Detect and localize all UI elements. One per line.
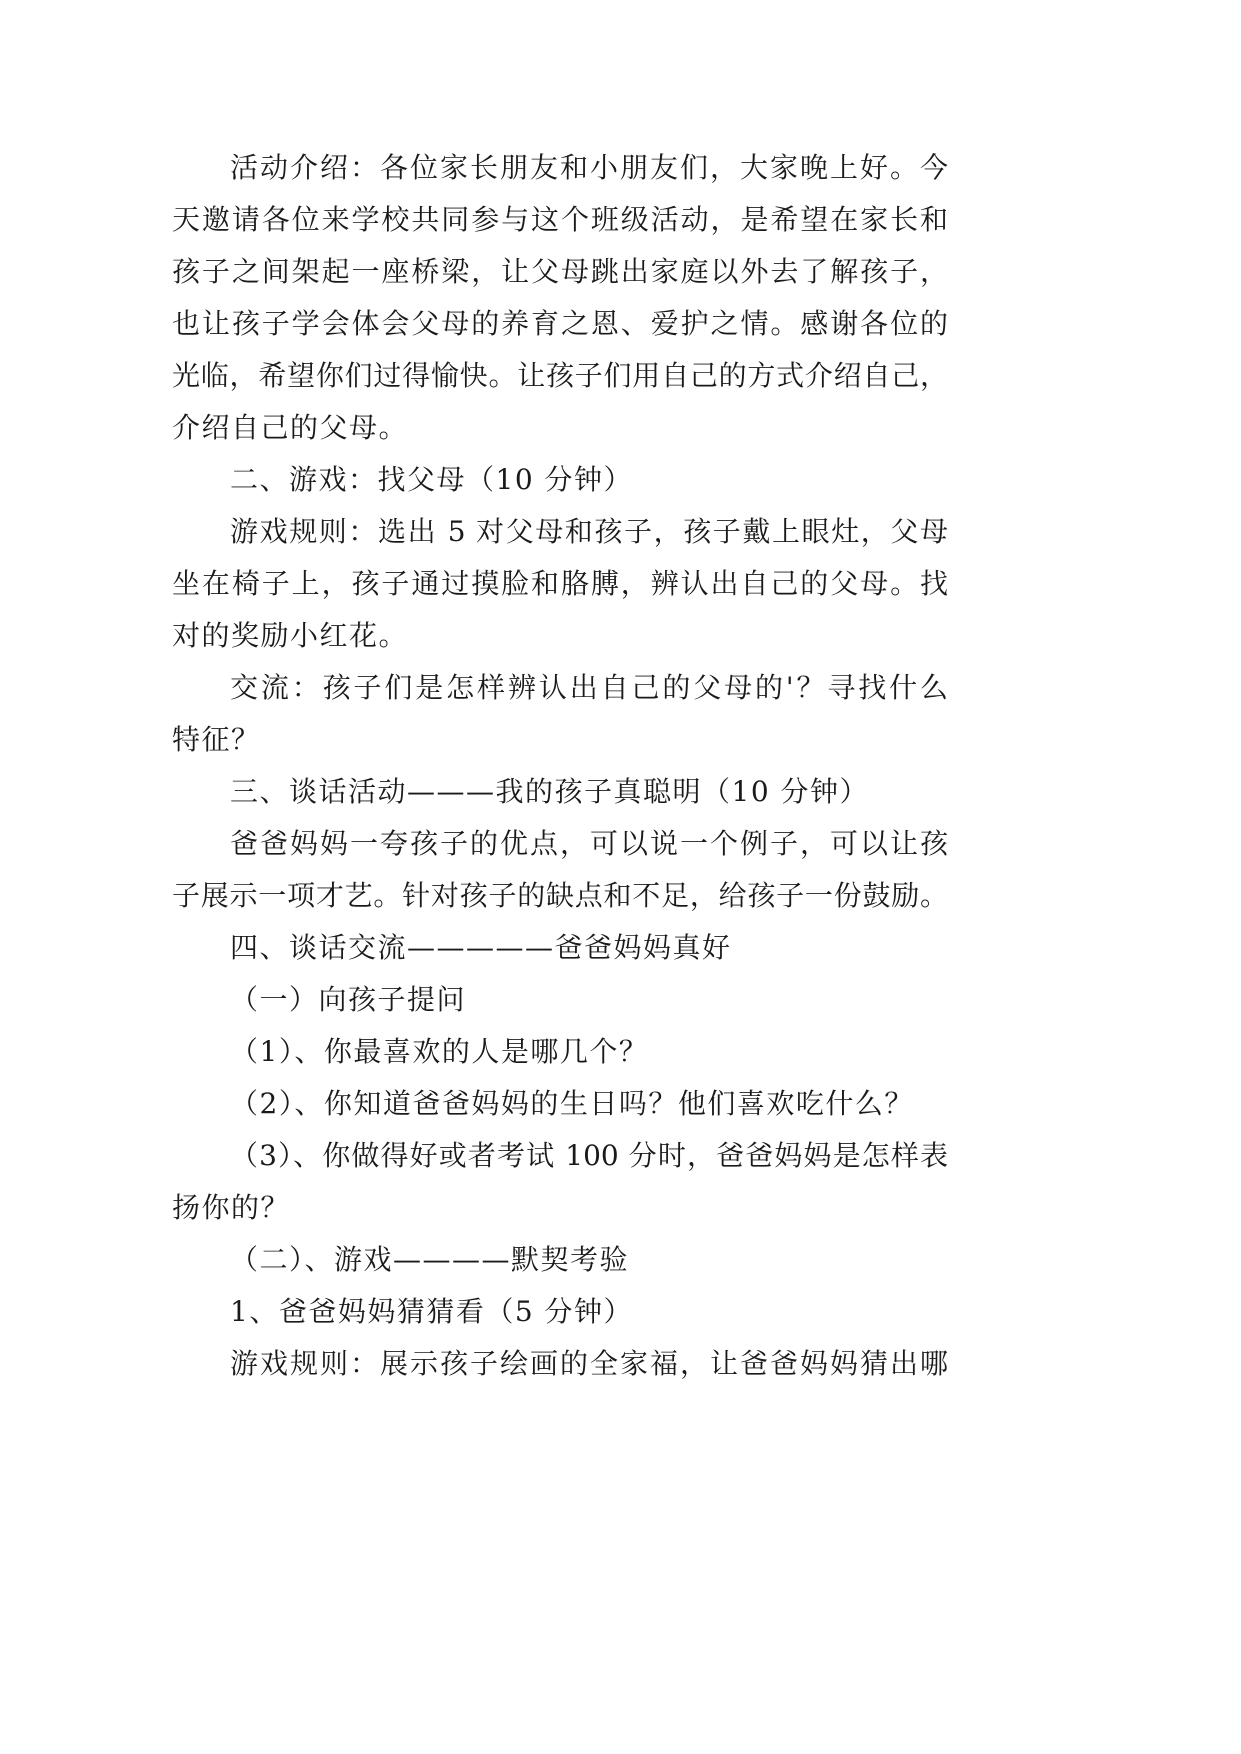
paragraph-line: 游戏规则：选出 5 对父母和孩子，孩子戴上眼灶，父母: [230, 515, 948, 548]
question-item-3: [172, 1130, 948, 1234]
paragraph-game-rules: [172, 506, 948, 662]
section-heading-find-parents: [172, 454, 948, 506]
heading-line: 1、爸爸妈妈猜猜看（5 分钟）: [230, 1295, 634, 1328]
paragraph-line: 特征？: [172, 723, 261, 756]
paragraph-line: 子展示一项才艺。针对孩子的缺点和不足，给孩子一份鼓励。: [172, 879, 948, 912]
subheading-tacit-test: [172, 1234, 948, 1286]
paragraph-line: 坐在椅子上，孩子通过摸脸和胳膊，辨认出自己的父母。找: [172, 567, 948, 600]
section-heading-parents-good: [172, 922, 948, 974]
paragraph-line: 交流：孩子们是怎样辨认出自己的父母的'？寻找什么: [230, 671, 948, 704]
paragraph-line: 扬你的？: [172, 1191, 291, 1224]
heading-line: （二）、游戏————默契考验: [230, 1243, 630, 1276]
paragraph-guess-rules: [172, 1338, 948, 1390]
question-item-2: [172, 1078, 948, 1130]
paragraph-line: 爸爸妈妈一夸孩子的优点，可以说一个例子，可以让孩: [230, 827, 948, 860]
paragraph-line: （3）、你做得好或者考试 100 分时，爸爸妈妈是怎样表: [230, 1139, 948, 1172]
paragraph-line: 活动介绍：各位家长朋友和小朋友们，大家晚上好。今: [230, 151, 948, 184]
paragraph-praise: [172, 818, 948, 922]
paragraph-line: 对的奖励小红花。: [172, 619, 409, 652]
subheading-ask-child: [172, 974, 948, 1026]
paragraph-discussion: [172, 662, 948, 766]
paragraph-line: （1）、你最喜欢的人是哪几个？: [230, 1035, 649, 1068]
heading-line: 三、谈话活动———我的孩子真聪明（10 分钟）: [230, 775, 870, 808]
heading-line: 四、谈话交流—————爸爸妈妈真好: [230, 931, 732, 964]
paragraph-line: （2）、你知道爸爸妈妈的生日吗？他们喜欢吃什么？: [230, 1087, 914, 1120]
section-heading-smart-child: [172, 766, 948, 818]
paragraph-line: 孩子之间架起一座桥梁，让父母跳出家庭以外去了解孩子，: [172, 255, 948, 288]
paragraph-line: 光临，希望你们过得愉快。让孩子们用自己的方式介绍自己，: [172, 359, 948, 392]
heading-line: （一）向孩子提问: [230, 983, 467, 1016]
paragraph-line: 也让孩子学会体会父母的养育之恩、爱护之情。感谢各位的: [172, 307, 948, 340]
document-body: [172, 142, 948, 1390]
paragraph-line: 游戏规则：展示孩子绘画的全家福，让爸爸妈妈猜出哪: [230, 1347, 948, 1380]
heading-line: 二、游戏：找父母（10 分钟）: [230, 463, 634, 496]
subheading-guess-game: [172, 1286, 948, 1338]
paragraph-line: 介绍自己的父母。: [172, 411, 409, 444]
paragraph-activity-intro: [172, 142, 948, 454]
paragraph-line: 天邀请各位来学校共同参与这个班级活动，是希望在家长和: [172, 203, 948, 236]
question-item-1: [172, 1026, 948, 1078]
